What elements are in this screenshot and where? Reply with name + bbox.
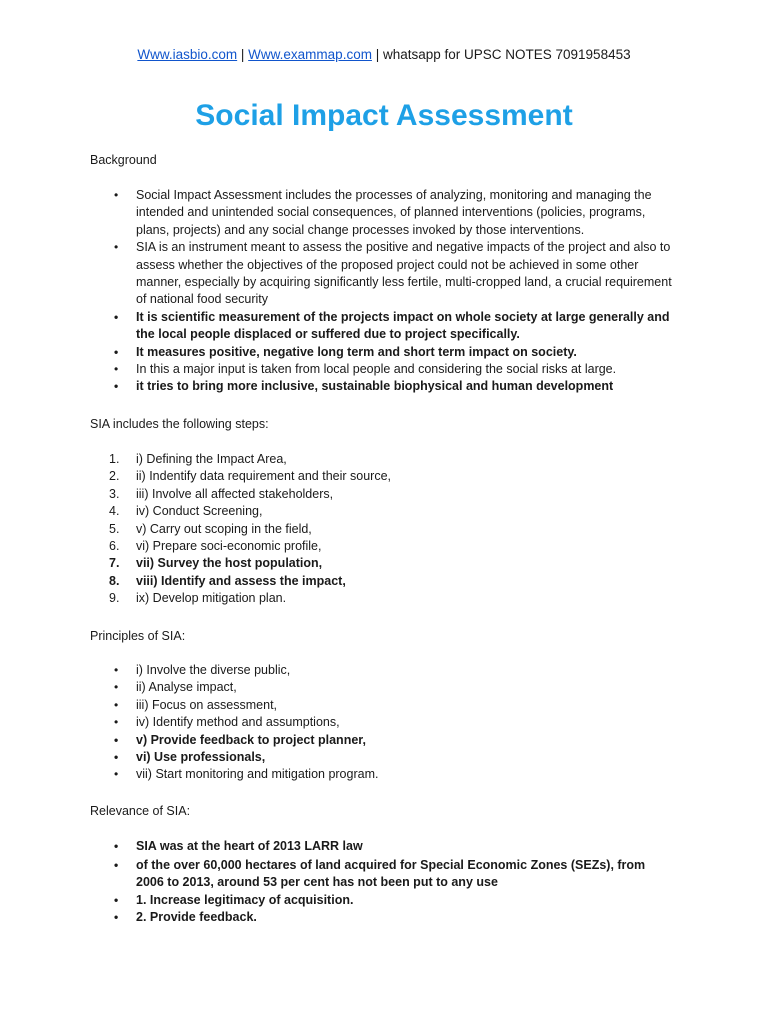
page-header: [0, 47, 768, 63]
bullet-icon: •: [114, 309, 119, 324]
principles-list: [0, 662, 768, 784]
list-item: • vi) Use professionals,: [0, 749, 676, 766]
iasbio-link[interactable]: Www.iasbio.com: [137, 47, 238, 62]
bullet-icon: •: [114, 767, 119, 782]
list-item: • iii) Focus on assessment,: [0, 697, 676, 714]
background-list: [0, 187, 768, 396]
bullet-icon: •: [114, 732, 119, 747]
list-item: • v) Provide feedback to project planner,: [0, 732, 676, 749]
list-item: • It is scientific measurement of the projects impact on whole society at large generally and the local people displaced or suffered due to project specifically.: [114, 309, 670, 342]
exammap-link[interactable]: Www.exammap.com: [248, 47, 372, 62]
list-item: • SIA is an instrument meant to assess the positive and negative impacts of the project and also to assess whether the objectives of the proposed project could not be achieved in some other manner, especially by acquiring significantly less fertile, multi-cropped land, a crucial requirement of national food security: [114, 240, 672, 307]
steps-list: [0, 451, 768, 608]
list-item: • Social Impact Assessment includes the processes of analyzing, monitoring and managing the intended and unintended social consequences, of planned interventions (policies, programs, plans, projects) and any social change processes invoked by those interventions.: [114, 188, 652, 237]
list-item: 9. ix) Develop mitigation plan.: [109, 591, 287, 606]
list-item: 6. vi) Prepare soci-economic profile,: [109, 539, 322, 554]
list-item: 3. iii) Involve all affected stakeholders,: [109, 486, 334, 501]
bullet-icon: •: [114, 892, 119, 907]
list-item: • it tries to bring more inclusive, sustainable biophysical and human development: [0, 378, 676, 395]
list-item: • i) Involve the diverse public,: [0, 662, 676, 679]
bullet-icon: •: [114, 188, 119, 202]
bullet-icon: •: [114, 379, 119, 394]
bullet-icon: •: [114, 680, 119, 695]
whatsapp-note: | whatsapp for UPSC NOTES 7091958453: [371, 47, 631, 62]
list-item: • It measures positive, negative long term and short term impact on society.: [0, 344, 676, 361]
list-item: 5. v) Carry out scoping in the field,: [109, 521, 312, 536]
page-title: Social Impact Assessment: [195, 99, 573, 132]
bullet-icon: •: [114, 910, 119, 925]
bullet-icon: •: [114, 240, 119, 255]
bullet-icon: •: [114, 697, 119, 712]
list-item: • of the over 60,000 hectares of land acquired for Special Economic Zones (SEZs), from 2006 to 2013, around 53 per cent has not been put to any use: [114, 858, 646, 890]
bullet-icon: •: [114, 858, 119, 872]
list-item: 7. vii) Survey the host population,: [109, 556, 323, 571]
list-item: 8. viii) Identify and assess the impact,: [109, 573, 346, 588]
steps-heading: SIA includes the following steps:: [90, 417, 269, 431]
relevance-list-2: [0, 857, 768, 927]
background-heading: Background: [90, 153, 157, 167]
list-item: • iv) Identify method and assumptions,: [0, 714, 676, 731]
list-item: 1. i) Defining the Impact Area,: [109, 452, 287, 466]
bullet-icon: •: [114, 839, 119, 853]
list-item: • ii) Analyse impact,: [0, 679, 676, 696]
bullet-icon: •: [114, 362, 119, 377]
list-item: 4. iv) Conduct Screening,: [109, 504, 263, 519]
bullet-icon: •: [114, 344, 119, 359]
list-item: • 1. Increase legitimacy of acquisition.: [0, 892, 676, 909]
list-item: • In this a major input is taken from local people and considering the social risks at large.: [0, 361, 676, 378]
relevance-list: [0, 838, 768, 855]
list-item: 2. ii) Indentify data requirement and their source,: [109, 469, 391, 484]
bullet-icon: •: [114, 715, 119, 730]
header-separator: |: [237, 47, 249, 62]
list-item: • 2. Provide feedback.: [0, 909, 676, 926]
list-item: • vii) Start monitoring and mitigation program.: [0, 766, 676, 783]
bullet-icon: •: [114, 663, 119, 677]
list-item: • SIA was at the heart of 2013 LARR law: [0, 838, 676, 855]
bullet-icon: •: [114, 750, 119, 765]
principles-heading: Principles of SIA:: [90, 629, 186, 643]
relevance-heading: Relevance of SIA:: [90, 804, 191, 818]
